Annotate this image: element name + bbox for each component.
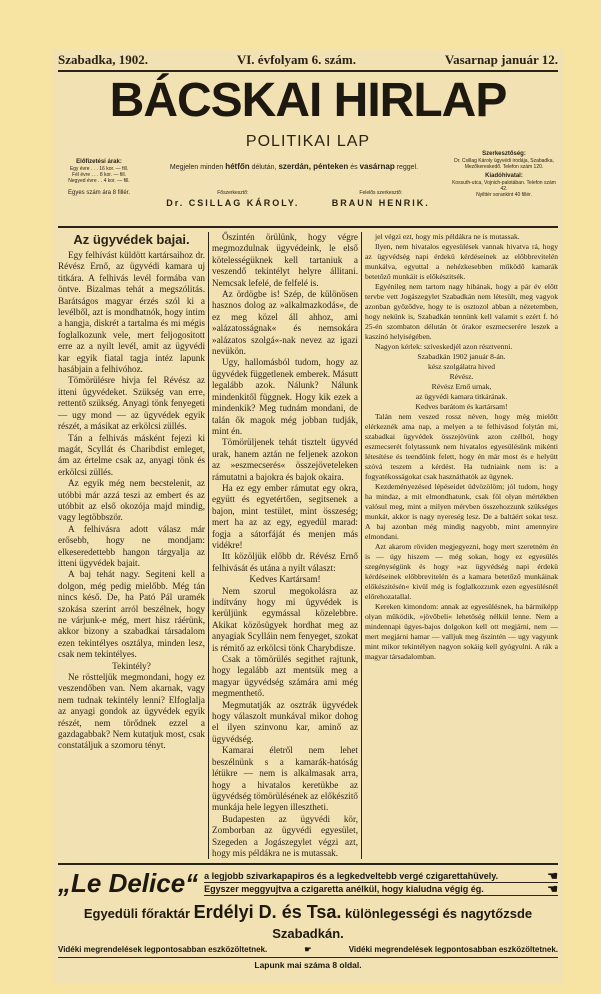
orders-text: Vidéki megrendelések legpontosabban eszközöltetnek. [348,945,558,955]
ad-line-1: a legjobb szivarkapapiros és a legkedveltebb vergé czigarettahüvely. [204,871,499,882]
editorial-heading: Szerkesztőség: [482,151,526,157]
article-paragraph: Tömörülésre hivja fel Révész az itteni ügyvédeket. Szükség van erre, rettentő szükség. Anyagi tönk fenyegeti — ugy mond — az ügyvédek egyik részét, a másikat az erkölcsi züllés. [58,375,205,432]
publication-schedule [144,162,444,172]
article-paragraph: Megmutatják az osztrák ügyvédek hogy válaszolt munkával mikor dohog el ilyen szinvonu kar, aminő az ügyvédség. [212,699,358,744]
schedule-text: délután, [251,164,277,171]
article-column-1 [58,232,208,859]
masthead-title: BÁCSKAI HIRLAP [109,74,507,127]
article-paragraph: Kezdeményezésed lépéseidet üdvözölöm; jól tudom, hogy ha mindaz, a mit elmondhatunk, csak föl olyan mértékben valósul meg, mint a milyen mérvben összehozzunk szükséges munkát, akkor is nagy nyereség lesz. De a baltáért sokat tesz. A baj azonban még mindig nagyobb, mint amennyire elmondani. [365,482,558,541]
schedule-day: vasárnap [359,162,395,171]
orders-line [58,944,558,958]
article-column-2 [208,232,361,859]
staff-name: BRAUN HENRIK. [331,198,430,208]
article-title: Az ügyvédek bajai. [73,232,190,247]
article-paragraph: Kereken kimondom: annak az egyesülésnek, ha bármiképp olyan működik, »jövőbeli« lehetőség nélkül lenne. Nem a mindennapi ügyes-bajos dolgokon kell ott megjárni, nem — mert megjárni hamar — valljuk meg őszintén — ugy vagyunk mint mikor tekintélyen nagyon sokáig kell gyógyulni. A rák a magyar társadalomban. [365,602,558,661]
schedule-text: és [350,164,358,171]
article-paragraph: Egyénileg nem tartom nagy hibának, hogy a pár év előtt tervbe vett Jogászegylet Szabadkán nem létesült, meg vagyok azonban győződve, hogy te is osztozol abban a nézetemben, hogy nekünk is, Szabadkán tennünk kell valamit s ezért f. hó 25-én szombaton délután öt órakor eszmecserére leszek a kaszinó helyiségében. [365,282,558,341]
orders-text: Vidéki megrendelések legpontosabban eszközöltetnek. [58,945,268,955]
single-copy-price: Egyes szám ára 8 fillér. [67,190,131,196]
article-paragraph: Itt közöljük előbb dr. Révész Ernő felhivását és utána a nyilt választ: [212,551,358,573]
editor-in-chief [166,190,299,209]
article-paragraph: Nagyon kérlek: szíveskedjél azon résztvenni. [375,342,513,351]
dateline [58,52,558,72]
dealer-suffix: különlegességi és nagytőzsde Szabadkán. [272,906,533,942]
article-paragraph: Budapesten az ügyvédi kör, Zomborban az ügyvédi egyesület, Szegeden a Jogászegylet végzi azt, hogy mis példákra ne is mutassak. [212,813,358,858]
article-paragraph: Ne röstteljük megmondani, hogy ez veszendőben van. Nem akarnak, vagy nem tudnak tekintély lenni? Elfoglalja az anyagi gondok az ügyvédek egyik részét, nem törődnek ezzel a gazdagabbak? Nem kutatjuk most, csak constatáljuk a szomoru tényt. [58,672,205,751]
place-year: Szabadka, 1902. [58,52,148,67]
staff-role: Felelős szerkesztő: [359,190,403,196]
article-columns [58,232,558,859]
article-paragraph: Az ördögbe is! Szép, de különösen hasznos dolog az »alkalmazkodás«, de ez meg közel áll ahhoz, ami »alázatosságnak« és nemsokára »alázatos szolgá«-nak nevez az igazi nevükön. [212,289,358,357]
price-line: Fél évre . . . 8 kor. — fill. [72,172,126,178]
article-paragraph: Tekintély? [112,660,151,671]
editorial-note: Nyilttér sorankint 40 fillér. [476,192,532,198]
le-delice-ad [58,865,558,899]
prices-heading: Előfizetési árak: [76,159,122,165]
schedule-day: hétfőn [225,162,250,171]
article-paragraph: Révész. [449,372,474,381]
article-paragraph: Tömörüljenek tehát tisztelt ügyvéd urak, hanem aztán ne feljenek azokon az »eszmecserés« összejöveteleken rámutatni a bajokra és bajok okaira. [212,437,358,482]
ad-line-row [204,883,558,896]
price-line: Egy évre . . . 16 kor. — fill. [69,166,129,172]
article-paragraph: Nem szorul megokolásra az indítvány hogy mi ügyvédek is kerüljünk egymással közelebbre. Akikat közösügyek hordhat meg az anyagiak Scylláin nem fenyeget, szokat is rémitő az erkölcsi tönk Charybdisze. [212,585,358,653]
schedule-text: reggel. [396,164,419,171]
dealer-name: Erdélyi D. és Tsa. [193,902,342,923]
page-count-note: Lapunk mai száma 8 oldal. [254,960,362,971]
article-column-3 [361,232,558,859]
newspaper-page [53,50,563,984]
staff-name: Dr. CSILLAG KÁROLY. [166,198,300,208]
volume-number: VI. évfolyam 6. szám. [236,52,357,67]
ad-brand: „Le Delice“ [58,868,199,899]
editorial-address: Dr. Csillag Károly ügyvédi irodája, Szabadka, Mezőkereskedő. Telefon szám 120. [454,158,554,170]
masthead-area [58,50,558,226]
article-paragraph: Kedves barátom és kartársam! [415,402,508,411]
dealer-ad [58,902,558,944]
article-paragraph: kész szolgálatra hived [427,362,496,371]
article-paragraph: Ugy, hallomásból tudom, hogy az ügyvédek függetlenek emberek. Másutt legalább azok. Nálunk? Nálunk mindenkitől függnek. Hogy kik ezek a mindenkik? Meg tudnám mondani, de talán ők magok még jobban tudják, mint én. [212,357,358,436]
header-rule [58,226,558,228]
editorial-info [450,150,558,198]
article-paragraph: Kamarai életről nem lehet beszélnünk s a kamarák-hatóság létükre — nem is alkalmasak arra, hogy a hivatalos keretükbe az ügyvédség tömörülésének az előkészitő munkája hele legyen illesztheti. [212,745,358,813]
office-address: Kossuth-utca, Vojnich-palotában. Telefon szám 42. [452,180,556,192]
schedule-day: szerdán, pénteken [278,162,349,171]
office-heading: Kiadóhivatal: [485,173,523,179]
article-paragraph: Azt akarom röviden megjegyezni, hogy mert szeretném én is — úgy hiszem — még sokan, hogy ez egyesülés szegénységünk és hogy »az ügyvédség napi érdekü kérdéseinek előbbrevitelén és a kamara betetőző munkáinak előkészitésén« kivül még is foglalkozzunk ezen egyesülésnél előrehozatallal. [365,542,558,601]
issue-date: Vasarnap január 12. [444,52,558,67]
article-paragraph: Csak a tömörülés segithet rajtunk, hogy legalább azt mentsük meg a magyar ügyvédség számára ami még megmenthető. [212,654,358,699]
article-paragraph: Őszintén örülünk, hogy végre megmozdulnak ügyvédeink, le első kötelességüknek kell tartaniuk a veszendő tekintélyt helyre állitani. Nemcsak lefelé, de felfelé is. [212,232,358,288]
schedule-text: Megjelen minden [169,164,224,171]
ad-line-2: Egyszer meggyujtva a czigaretta anélkül, hogy kialudna végig ég. [204,884,484,895]
responsible-editor [332,190,430,209]
ad-line-row [204,870,558,883]
article-paragraph: Kedves Kartársam! [249,574,321,585]
pointing-hand-icon: ☛ [304,945,312,955]
pointing-hand-icon: ☚ [547,882,558,897]
article-paragraph: Révész Ernő urnak, [431,382,492,391]
staff-role: Főszerkesztő: [217,190,249,196]
article-paragraph: Egy felhívást küldött kartársaihoz dr. Révész Ernő, az ügyvédi kamara uj titkára. A felhivás levél formába van öntve. Bizalmas tehát a megszólitás. Barátságos magyar érzés szól ki a levélből, azt is mondhatnók, hogy intim a hangja, diskrét a tartalma és mi mégis foglalkozunk vele, mert feljogositott erre az a nyilt levél, amit az ügyvédi kar egyik fiatal tagja intéz lapunk hasábjain a felhivóhoz. [58,250,205,375]
price-line: Negyed évre . . 4 kor. — fill. [68,178,130,184]
article-paragraph: A felhivásra adott válasz már erősebb, hogy ne mondjam: elkeseredettebb hangon tárgyalja az itteni ügyvédek bajait. [58,523,205,568]
pointing-hand-icon: ☚ [547,869,558,884]
advertisements [58,863,558,972]
article-paragraph: Ha ez egy ember rámutat egy okra, együtt és egyetértően, segitsenek a bajon, mint testület, mint összeség; mert ha az az egy, egyedül marad: fogja a sátorfáját és menjen más vidékre! [212,482,358,550]
staff-row [150,190,446,209]
ad-lines [204,870,558,896]
article-paragraph: Szabadkán 1902 január 8-án. [417,352,506,361]
masthead-subtitle: POLITIKAI LAP [245,133,371,150]
article-paragraph: Az egyik még nem becstelenit, az utóbbi már azzá teszi az embert és az utóbbit az első okozója majd mindig, vagy legtöbbször. [58,478,205,523]
article-paragraph: Ilyen, nem hivatalos egyesülések vannak hivatva rá, hogy az ügyvédség napi érdekü kérdéseinek az előbbrevitelén munkálva, egyuttal a nehézkesebben működő kamarák betetőző munkáit is előkészitsék. [365,242,558,281]
article-paragraph: jel végzi ezt, hogy mis példákra ne is mutassak. [375,232,520,241]
dealer-prefix: Egyedüli főraktár [83,906,191,922]
article-paragraph: az ügyvédi kamara titkárának. [415,392,508,401]
article-paragraph: Tán a felhivás másként fejezi ki magát, Scyllát és Charibdist emleget, ám az értelme csak az, anyagi tönk és erkölcsi züllés. [58,432,205,477]
article-paragraph: A baj tehát nagy. Segiteni kell a dolgon, még pedig mielőbb. Még tán nincs késő. De, ha Pató Pál uramék szokása szerint arról beszélnek, hogy ne várjunk-e még, mert hisz ráérünk, akkor bizony a szabadkai társadalom ezen tekintélyes osztálya, minden lesz, csak nem tekintélyes. [58,569,205,660]
subscription-prices [58,158,140,197]
article-paragraph: Talán nem veszed rossz néven, hogy még mielőtt elérkeznék ama nap, a melyen a te felhivásod folytán mi, szabadkai ügyvédek összejövünk azon czélból, hogy eszmecserét folytassunk nem hivatalos egyesülésünk mikénti létesítése és teendőink felett, hogy én már most és e helyütt szóvá teszem a kérdést. Ha tudniaink nem is: a fogyatékosságokat csak hasznáthatók az ügynek. [365,412,558,481]
